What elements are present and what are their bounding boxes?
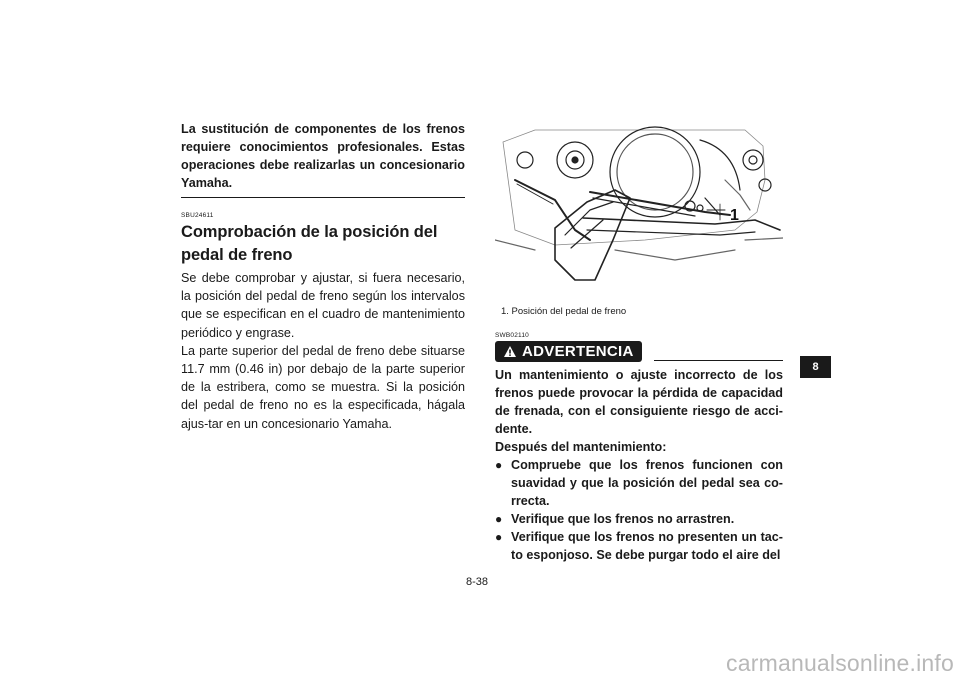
right-column — [495, 120, 783, 564]
page-number: 8-38 — [466, 576, 489, 588]
bullet-icon: ● — [495, 512, 503, 526]
section-code: SBU24611 — [181, 212, 214, 219]
paragraph-2: La parte superior del pedal de freno debe situarse 11.7 mm (0.46 in) por debajo de la parte superior de la estribera, como se muestra. Si la posición del pedal de freno no es la especificada, hágala ajus-tar en un concesionario Yamaha. — [181, 343, 465, 431]
checklist — [495, 456, 783, 564]
bullet-icon: ● — [495, 458, 503, 472]
section-heading: Comprobación de la posición del pedal de freno — [181, 223, 438, 264]
figure-caption: 1. Posición del pedal de freno — [501, 306, 627, 317]
list-item: ● Verifique que los frenos no presenten un tac-to esponjoso. Se debe purgar todo el aire del — [495, 530, 783, 562]
watermark: carmanualsonline.info — [726, 650, 954, 676]
warning-badge — [495, 341, 642, 362]
paragraph-1: Se debe comprobar y ajustar, si fuera necesario, la posición del pedal de freno según los intervalos que se especifican en el cuadro de mantenimiento periódico y engrase. — [181, 271, 465, 340]
warning-label: ADVERTENCIA — [522, 343, 634, 360]
warning-rule — [654, 360, 783, 361]
bullet-icon: ● — [495, 530, 503, 544]
chapter-tab[interactable]: 8 — [800, 356, 831, 378]
divider — [181, 197, 465, 198]
left-column — [181, 120, 465, 433]
warning-code: SWB02110 — [495, 332, 529, 339]
brake-pedal-illustration — [495, 120, 783, 288]
brake-pedal-figure — [495, 120, 783, 288]
list-item: ● Compruebe que los frenos funcionen con suavidad y que la posición del pedal sea co-rrecta. — [495, 458, 783, 508]
warning-text: Un mantenimiento o ajuste incorrecto de los frenos puede provocar la pérdida de capacidad de frenada, con el consiguiente riesgo de acci-dente. — [495, 368, 783, 436]
warning-header — [495, 341, 783, 362]
intro-warning-text: La sustitución de componentes de los frenos requiere conocimientos profesionales. Estas operaciones debe realizarlas un concesionario Yamaha. — [181, 122, 465, 190]
list-item: ● Verifique que los frenos no arrastren. — [495, 512, 735, 526]
after-maintenance-label: Después del mantenimiento: — [495, 440, 667, 454]
figure-callout-1: 1 — [730, 207, 739, 224]
warning-triangle-icon — [503, 345, 517, 358]
